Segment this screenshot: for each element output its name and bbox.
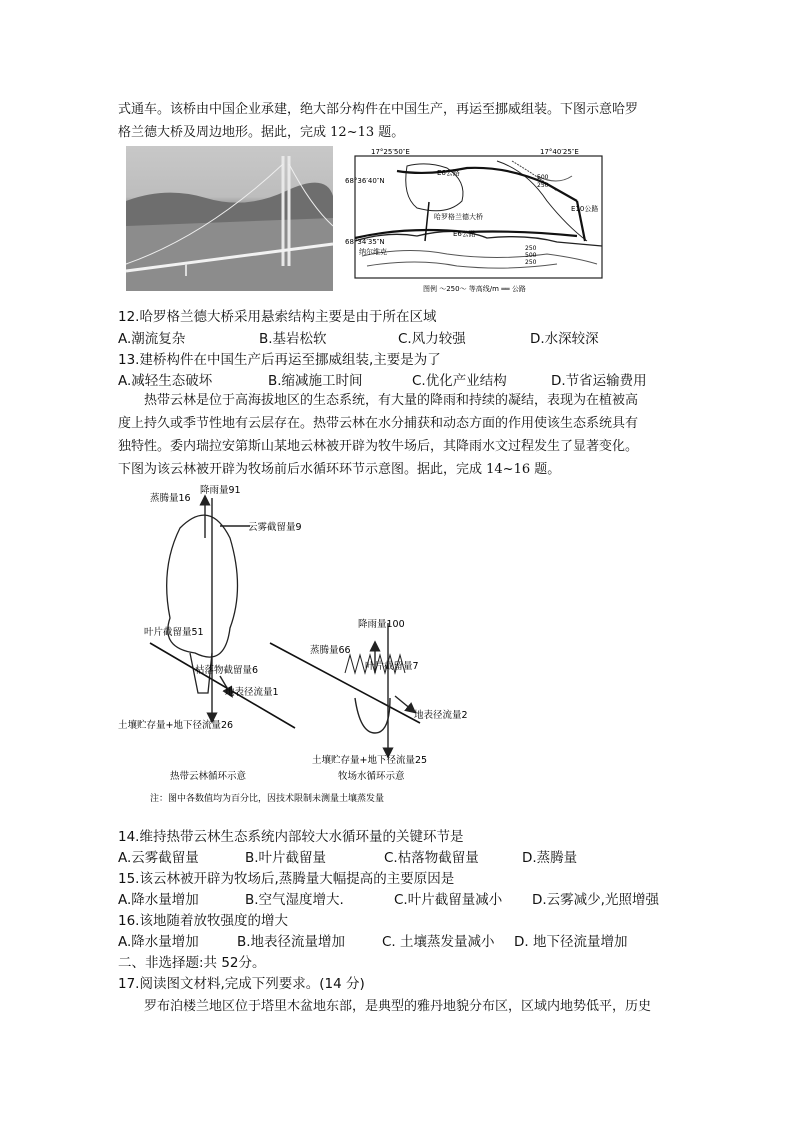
map-contour-500: 500 <box>537 174 549 181</box>
pasture-loop-arrow <box>355 698 390 733</box>
q14-option-d[interactable]: D.蒸腾量 <box>522 850 578 866</box>
map-legend: 图例 ～250～ 等高线/m ══ 公路 <box>423 285 526 293</box>
q13-option-b[interactable]: B.缩减施工时间 <box>268 373 363 389</box>
label-forest-leaf: 叶片截留量51 <box>144 627 204 638</box>
q13-option-a[interactable]: A.减轻生态破坏 <box>118 373 213 389</box>
map-road-e6-top: E6公路 <box>437 169 460 177</box>
q15-option-b[interactable]: B.空气湿度增大. <box>245 892 344 908</box>
q14-option-a[interactable]: A.云雾截留量 <box>118 850 199 866</box>
passage2-line-2: 度上持久或季节性地有云层存在。热带云林在水分捕获和动态方面的作用使该生态系统具有 <box>118 416 639 431</box>
map-contour-250c: 250 <box>525 259 537 266</box>
map-contour-250a: 250 <box>537 182 549 189</box>
q12-option-b[interactable]: B.基岩松软 <box>259 331 327 347</box>
label-pasture-rain: 降雨量100 <box>358 619 405 630</box>
q14-option-b[interactable]: B.叶片截留量 <box>245 850 327 866</box>
map-road-e6-mid: E6公路 <box>453 230 476 238</box>
label-forest-fog: 云雾截留量9 <box>248 522 302 533</box>
map-lon-left: 17°25′50″E <box>371 148 410 156</box>
topographic-map <box>347 146 605 294</box>
map-lat-top: 68°36′40″N <box>345 177 385 185</box>
map-lon-right: 17°40′25″E <box>540 148 579 156</box>
q14-stem: 14.维持热带云林生态系统内部较大水循环量的关键环节是 <box>118 829 464 845</box>
map-contour-250b: 250 <box>525 245 537 252</box>
q16-option-d[interactable]: D. 地下径流量增加 <box>514 934 628 950</box>
passage2-line-3: 独特性。委内瑞拉安第斯山某地云林被开辟为牧牛场后，其降雨水文过程发生了显著变化。 <box>118 439 639 454</box>
label-pasture-leaf: 叶片截留量7 <box>365 661 419 672</box>
map-lat-bottom: 68°34′35″N <box>345 238 385 246</box>
bridge-photo <box>126 146 333 291</box>
q16-option-a[interactable]: A.降水量增加 <box>118 934 199 950</box>
forest-ground <box>150 643 295 728</box>
label-pasture-caption: 牧场水循环示意 <box>338 771 405 782</box>
q16-option-b[interactable]: B.地表径流量增加 <box>237 934 346 950</box>
map-town: 纳尔维克 <box>359 248 387 256</box>
diagram-note: 注：图中各数值均为百分比，因技术限制未测量土壤蒸发量 <box>150 794 385 804</box>
passage3-line-1: 罗布泊楼兰地区位于塔里木盆地东部，是典型的雅丹地貌分布区，区域内地势低平，历史 <box>118 999 652 1014</box>
map-bridge-label: 哈罗格兰德大桥 <box>434 213 483 221</box>
pasture-surface-arrow <box>395 696 412 710</box>
map-contour-500b: 500 <box>525 252 537 259</box>
bridge-photo-drawing <box>126 146 333 291</box>
map-road-e10: E10公路 <box>571 205 599 213</box>
label-forest-litter: 枯落物截留量6 <box>195 665 259 676</box>
q13-option-c[interactable]: C.优化产业结构 <box>412 373 507 389</box>
label-pasture-evap: 蒸腾量66 <box>310 645 351 656</box>
q12-option-a[interactable]: A.潮流复杂 <box>118 331 186 347</box>
q12-option-c[interactable]: C.风力较强 <box>398 331 466 347</box>
q12-stem: 12.哈罗格兰德大桥采用悬索结构主要是由于所在区域 <box>118 309 437 325</box>
q15-option-d[interactable]: D.云雾减少,光照增强 <box>532 892 659 908</box>
q15-option-c[interactable]: C.叶片截留量减小 <box>394 892 503 908</box>
label-forest-caption: 热带云林循环示意 <box>170 771 247 782</box>
q16-option-c[interactable]: C. 土壤蒸发量减小 <box>382 934 495 950</box>
q14-option-c[interactable]: C.枯落物截留量 <box>384 850 479 866</box>
label-pasture-surface: 地表径流量2 <box>414 710 468 721</box>
intro-line-2: 格兰德大桥及周边地形。据此，完成 12~13 题。 <box>118 125 405 140</box>
label-forest-surface: 地表径流量1 <box>225 687 279 698</box>
q12-option-d[interactable]: D.水深较深 <box>530 331 599 347</box>
intro-line-1: 式通车。该桥由中国企业承建，绝大部分构件在中国生产，再运至挪威组装。下图示意哈罗 <box>118 102 639 117</box>
q15-stem: 15.该云林被开辟为牧场后,蒸腾量大幅提高的主要原因是 <box>118 871 455 887</box>
water-cycle-diagram <box>118 478 540 808</box>
label-pasture-soil: 土壤贮存量+地下径流量25 <box>312 755 428 766</box>
label-forest-evap: 蒸腾量16 <box>150 493 191 504</box>
passage2-line-4: 下图为该云林被开辟为牧场前后水循环环节示意图。据此，完成 14~16 题。 <box>118 462 561 477</box>
q16-stem: 16.该地随着放牧强度的增大 <box>118 913 288 929</box>
q13-stem: 13.建桥构件在中国生产后再运至挪威组装,主要是为了 <box>118 352 441 368</box>
q15-option-a[interactable]: A.降水量增加 <box>118 892 199 908</box>
label-forest-soil: 土壤贮存量+地下径流量26 <box>118 720 234 731</box>
label-forest-rain: 降雨量91 <box>200 485 241 496</box>
section2-heading: 二、非选择题:共 52分。 <box>118 955 266 971</box>
q13-option-d[interactable]: D.节省运输费用 <box>551 373 647 389</box>
passage2-line-1: 热带云林是位于高海拔地区的生态系统，有大量的降雨和持续的凝结，表现为在植被高 <box>118 393 639 408</box>
q17-stem: 17.阅读图文材料,完成下列要求。(14 分) <box>118 976 365 992</box>
